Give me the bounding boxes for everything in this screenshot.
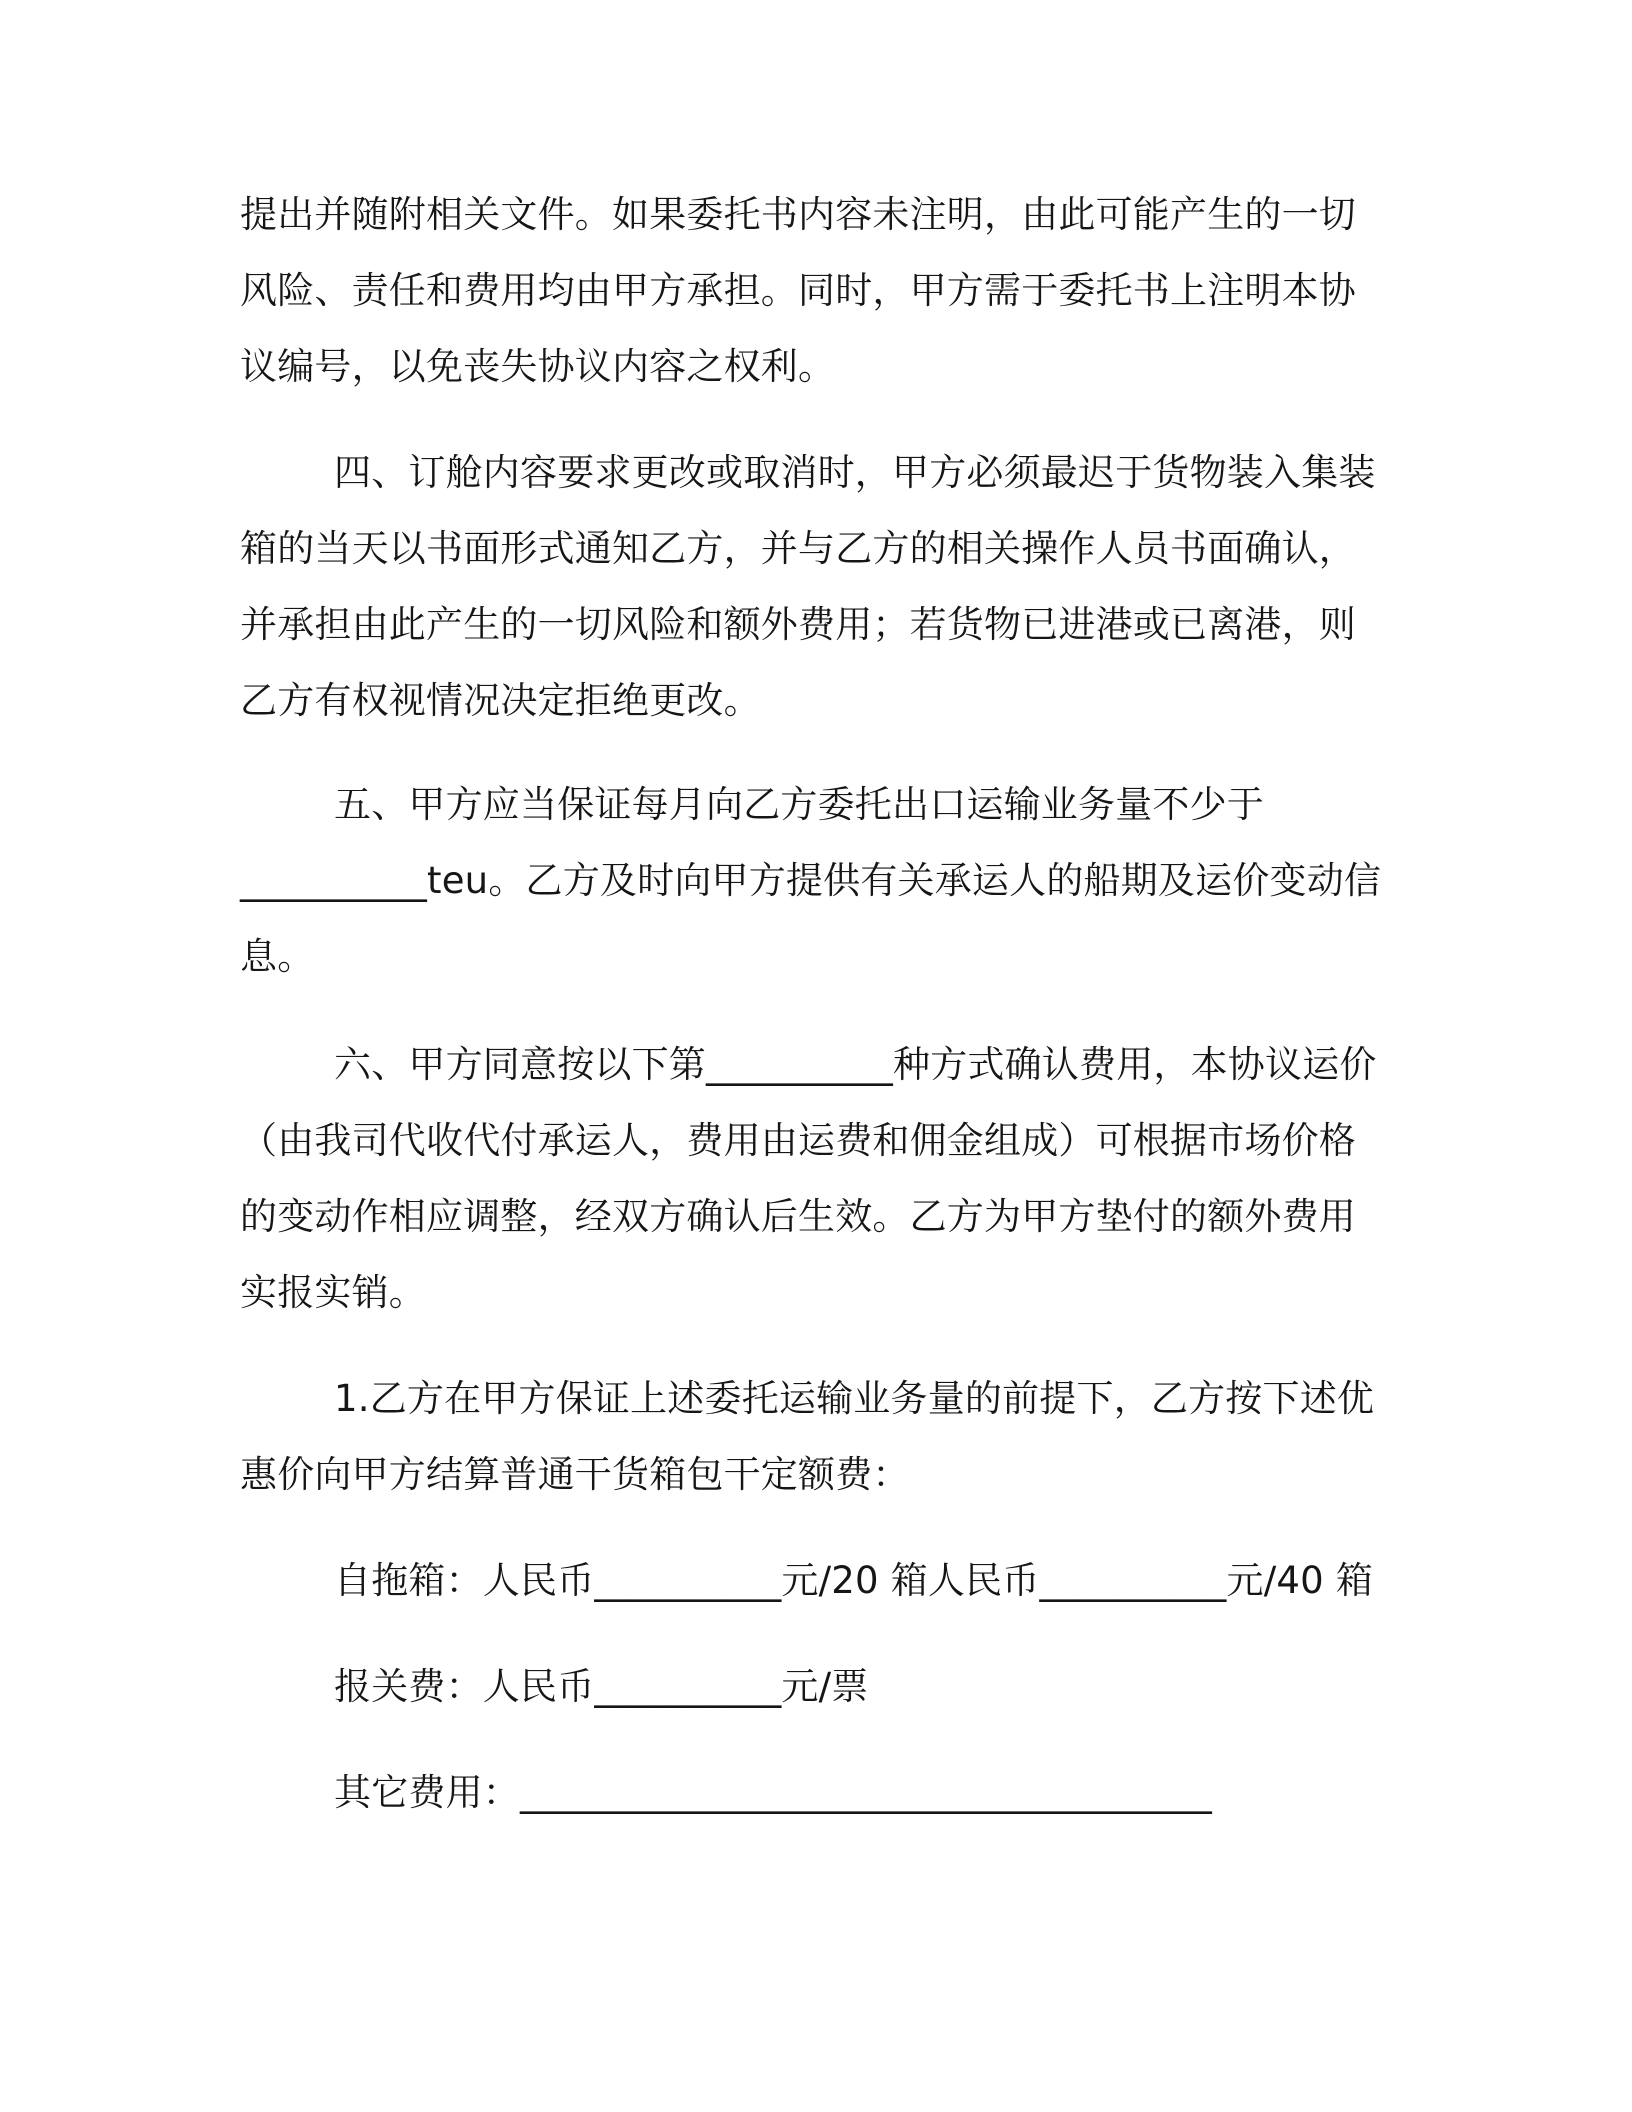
paragraph-line: 六、甲方同意按以下第__________种方式确认费用，本协议运价 — [334, 1043, 1377, 1086]
paragraph-line: 风险、责任和费用均由甲方承担。同时，甲方需于委托书上注明本协 — [240, 269, 1356, 312]
paragraph-line: 四、订舱内容要求更改或取消时，甲方必须最迟于货物装入集装 — [334, 451, 1376, 494]
paragraph-line: 箱的当天以书面形式通知乙方，并与乙方的相关操作人员书面确认， — [240, 527, 1356, 570]
fee-self-haul-line: 自拖箱：人民币__________元/20 箱人民币__________元/40 箱 — [334, 1559, 1374, 1602]
paragraph-line: 议编号，以免丧失协议内容之权利。 — [240, 345, 836, 388]
fee-other-line: 其它费用：_____________________________________ — [334, 1771, 1212, 1814]
paragraph-line: 五、甲方应当保证每月向乙方委托出口运输业务量不少于 — [334, 783, 1264, 826]
paragraph-line: 惠价向甲方结算普通干货箱包干定额费： — [240, 1453, 910, 1496]
fee-customs-line: 报关费：人民币__________元/票 — [334, 1665, 869, 1708]
paragraph-line: 实报实销。 — [240, 1271, 426, 1314]
paragraph-line: __________teu。乙方及时向甲方提供有关承运人的船期及运价变动信 — [240, 859, 1382, 902]
paragraph-line: 息。 — [240, 935, 315, 978]
paragraph-line: 并承担由此产生的一切风险和额外费用；若货物已进港或已离港，则 — [240, 603, 1356, 646]
paragraph-line: 乙方有权视情况决定拒绝更改。 — [240, 679, 761, 722]
paragraph-line: （由我司代收代付承运人，费用由运费和佣金组成）可根据市场价格 — [240, 1119, 1356, 1162]
paragraph-line: 提出并随附相关文件。如果委托书内容未注明，由此可能产生的一切 — [240, 193, 1356, 236]
paragraph-line: 1.乙方在甲方保证上述委托运输业务量的前提下，乙方按下述优 — [334, 1377, 1375, 1420]
paragraph-line: 的变动作相应调整，经双方确认后生效。乙方为甲方垫付的额外费用 — [240, 1195, 1356, 1238]
